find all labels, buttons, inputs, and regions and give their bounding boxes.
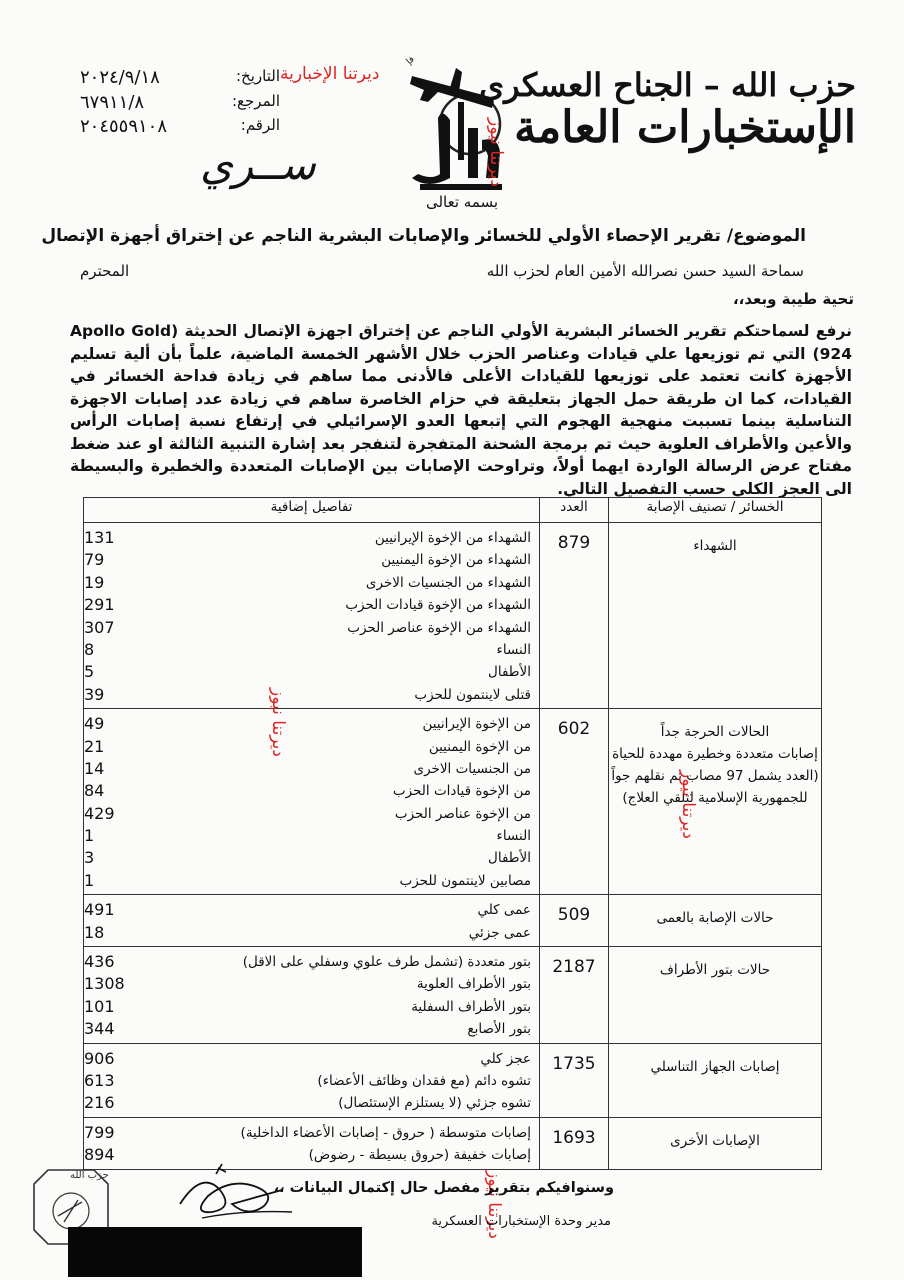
- detail-value: 19: [84, 572, 105, 592]
- row-category-note: إصابات متعددة وخطيرة مهددة للحياة: [612, 746, 818, 763]
- row-category: [609, 1117, 822, 1169]
- watermark-vertical-header: ديرتنا نيوز: [486, 118, 506, 187]
- signer-title: مدير وحدة الإستخبارات العسكرية: [431, 1214, 611, 1229]
- org-name-line1: حزب الله – الجناح العسكري: [479, 66, 856, 104]
- detail-item: [84, 1092, 531, 1114]
- detail-value: 8: [84, 639, 95, 659]
- detail-item: [84, 594, 531, 616]
- detail-value: 5: [84, 662, 95, 682]
- detail-value: 79: [84, 550, 105, 570]
- header-details: تفاصيل إضافية: [84, 498, 540, 523]
- detail-label: إصابات خفيفة (حروق بسيطة - رضوض): [308, 1147, 531, 1164]
- row-details: [84, 523, 540, 709]
- meta-reference: [80, 92, 280, 116]
- honorific: المحترم: [80, 262, 130, 280]
- detail-label: قتلى لاينتمون للحزب: [414, 686, 531, 703]
- detail-value: 613: [84, 1070, 115, 1090]
- detail-label: بتور الأطراف العلوية: [416, 976, 531, 993]
- meta-reference-value: ٦٧٩١١/٨: [80, 92, 145, 113]
- detail-item: [84, 639, 531, 661]
- meta-number-value: ٢٠٤٥٥٩١٠٨: [80, 116, 168, 137]
- detail-label: من الإخوة الإيرانيين: [422, 716, 531, 733]
- row-details: [84, 895, 540, 947]
- row-category: [609, 523, 822, 709]
- detail-value: 799: [84, 1122, 115, 1142]
- detail-item: [84, 1070, 531, 1092]
- detail-value: 1: [84, 826, 95, 846]
- row-count: 1693: [540, 1117, 609, 1169]
- row-category-label: حالات بتور الأطراف: [659, 962, 771, 979]
- detail-label: من الإخوة قيادات الحزب: [392, 783, 531, 800]
- bismillah: بسمه تعالى: [425, 193, 499, 211]
- row-details: [84, 1043, 540, 1117]
- detail-value: 344: [84, 1019, 115, 1039]
- detail-label: الشهداء من الإخوة عناصر الحزب: [347, 619, 531, 636]
- org-name-line2: الإستخبارات العامة: [514, 102, 856, 153]
- row-details: [84, 947, 540, 1044]
- detail-label: من الجنسيات الاخرى: [413, 760, 531, 777]
- detail-item: [84, 899, 531, 921]
- detail-value: 894: [84, 1145, 115, 1165]
- detail-label: عجز كلي: [480, 1050, 531, 1067]
- row-category: [609, 709, 822, 895]
- handwritten-signature: [172, 1160, 302, 1230]
- detail-item: [84, 572, 531, 594]
- detail-value: 1: [84, 870, 95, 890]
- detail-label: الشهداء من الإخوة قيادات الحزب: [345, 597, 531, 614]
- detail-value: 216: [84, 1093, 115, 1113]
- detail-label: تشوه جزئي (لا يستلزم الإستئصال): [338, 1095, 531, 1112]
- detail-label: الأطفال: [488, 850, 531, 867]
- casualty-table: [83, 497, 822, 1170]
- row-count: 1735: [540, 1043, 609, 1117]
- addressee: سماحة السيد حسن نصرالله الأمين العام لحزب الله: [486, 262, 804, 280]
- detail-item: [84, 922, 531, 944]
- logo-name: [430, 110, 434, 111]
- row-count: 2187: [540, 947, 609, 1044]
- detail-value: 39: [84, 684, 105, 704]
- detail-label: الأطفال: [488, 664, 531, 681]
- svg-text:فإن حزب الله هم الغالبون: [398, 28, 417, 67]
- header-category: الخسائر / تصنيف الإصابة: [609, 498, 822, 523]
- meta-number-label: الرقم:: [240, 116, 280, 134]
- row-category: [609, 947, 822, 1044]
- watermark-vertical-footer: ديرتنا نيوز: [484, 1170, 504, 1239]
- detail-value: 14: [84, 758, 105, 778]
- detail-item: [84, 617, 531, 639]
- detail-item: [84, 1048, 531, 1070]
- watermark-top: ديرتنا الإخبارية: [280, 64, 380, 84]
- table-row: [84, 709, 822, 895]
- detail-item: [84, 527, 531, 549]
- detail-label: مصابين لاينتمون للحزب: [399, 872, 531, 889]
- detail-value: 307: [84, 617, 115, 637]
- row-category-label: حالات الإصابة بالعمى: [656, 910, 774, 927]
- redaction-bar: [68, 1227, 362, 1277]
- row-count: 509: [540, 895, 609, 947]
- detail-label: بتور الأصابع: [467, 1021, 531, 1038]
- closing-line: وسنوافيكم بتقرير مفصل حال إكتمال البيانات ،،: [273, 1180, 614, 1196]
- detail-item: [84, 1018, 531, 1040]
- classification-stamp: ســري: [200, 140, 316, 189]
- row-count: 879: [540, 523, 609, 709]
- detail-value: 436: [84, 952, 115, 972]
- detail-value: 18: [84, 922, 105, 942]
- detail-label: تشوه دائم (مع فقدان وظائف الأعضاء): [317, 1072, 531, 1089]
- table-row: [84, 1043, 822, 1117]
- detail-label: بتور الأطراف السفلية: [411, 998, 531, 1015]
- detail-item: [84, 661, 531, 683]
- row-category-label: إصابات الجهاز التناسلي: [650, 1058, 780, 1075]
- table-row: [84, 523, 822, 709]
- table-header-row: [84, 498, 822, 523]
- detail-value: 491: [84, 900, 115, 920]
- row-category: [609, 1043, 822, 1117]
- header-count: العدد: [540, 498, 609, 523]
- seal-text: حزب الله: [70, 1170, 109, 1181]
- detail-item: [84, 713, 531, 735]
- detail-label: الشهداء من الإخوة الإيرانيين: [374, 530, 531, 546]
- detail-label: عمى كلي: [477, 902, 531, 919]
- detail-item: [84, 973, 531, 995]
- detail-value: 131: [84, 528, 115, 547]
- table-row: [84, 895, 822, 947]
- row-count: 602: [540, 709, 609, 895]
- meta-number: [80, 116, 280, 140]
- detail-item: [84, 736, 531, 758]
- watermark-vertical-table-1: ديرتنا نيوز: [268, 688, 288, 757]
- detail-item: [84, 684, 531, 706]
- detail-item: [84, 825, 531, 847]
- table-row: [84, 947, 822, 1044]
- detail-value: 49: [84, 714, 105, 734]
- row-category: [609, 895, 822, 947]
- detail-label: من الإخوة عناصر الحزب: [394, 805, 531, 822]
- detail-label: من الإخوة اليمنيين: [428, 738, 531, 755]
- detail-value: 906: [84, 1048, 115, 1068]
- watermark-vertical-table-2: ديرتنا نيوز: [678, 770, 698, 839]
- detail-item: [84, 780, 531, 802]
- detail-label: الشهداء من الجنسيات الاخرى: [365, 574, 531, 591]
- detail-item: [84, 758, 531, 780]
- detail-item: [84, 951, 531, 973]
- row-category-note: للجمهورية الإسلامية لتلقي العلاج): [622, 790, 808, 807]
- row-category-label: الإصابات الأخرى: [670, 1132, 760, 1149]
- subject-line: الموضوع/ تقرير الإحصاء الأولي للخسائر والإصابات البشرية الناجم عن إختراق أجهزة الإتصال: [41, 226, 806, 246]
- detail-item: [84, 870, 531, 892]
- row-details: [84, 709, 540, 895]
- detail-label: إصابات متوسطة ( حروق - إصابات الأعضاء الداخلية): [240, 1124, 531, 1141]
- meta-date-label: التاريخ:: [236, 67, 280, 85]
- logo-arc-text: فإ: [404, 54, 417, 67]
- detail-label: النساء: [496, 828, 531, 845]
- row-details: [84, 1117, 540, 1169]
- detail-value: 429: [84, 803, 115, 823]
- row-category-label: الحالات الحرجة جداً: [660, 724, 770, 741]
- meta-reference-label: المرجع:: [232, 92, 280, 110]
- detail-value: 291: [84, 595, 115, 615]
- detail-item: [84, 1144, 531, 1166]
- detail-value: 84: [84, 781, 105, 801]
- detail-label: عمى جزئي: [468, 924, 531, 941]
- detail-label: النساء: [496, 641, 531, 658]
- detail-item: [84, 1122, 531, 1144]
- detail-value: 3: [84, 848, 95, 868]
- body-paragraph: نرفع لسماحتكم تقرير الخسائر البشرية الأولي الناجم عن إختراق اجهزة الإتصال الحديثة (Apollo Gold 924) التي تم توزيعها علي قيادات وعناصر الحزب خلال الأشهر الخمسة الماضية، علماً بأن ألية تسليم الأجهزة كانت تعتمد على توزيعها للقيادات الأعلى فالأدنى مما ساهم في زيادة فداحة الخسائر في القيادات، كما ان طريقة حمل الجهاز بتعليقة في حزام الخاصرة ساهم في زيادة عدد إصابات الاجهزة التناسلية بينما تسببت منهجية الهجوم التي إتبعها العدو الإسرائيلي في إرتفاع نسبة إصابات الرأس والأعين والأطراف العلوية حيث تم برمجة الشحنة المتفجرة لتنفجر بعد إشارة التنبية الثالثة او عند ضغط مفتاح عرض الرسالة الواردة ايهما أولاً، وتراوحت الإصابات بين الإصابات المتعددة والخطيرة والبسيطة الى العجز الكلي حسب التفصيل التالي.: [70, 322, 852, 498]
- detail-value: 21: [84, 736, 105, 756]
- detail-label: بتور متعددة (تشمل طرف علوي وسفلي على الاقل): [242, 954, 531, 971]
- detail-value: 101: [84, 996, 115, 1016]
- meta-date-value: ٢٠٢٤/٩/١٨: [80, 67, 160, 88]
- detail-label: الشهداء من الإخوة اليمنيين: [381, 552, 531, 569]
- detail-item: [84, 803, 531, 825]
- detail-value: 1308: [84, 974, 125, 994]
- greeting: تحية طيبة وبعد،،: [732, 290, 854, 308]
- row-category-note: (العدد يشمل 97 مصاب تم نقلهم جواً: [611, 768, 819, 785]
- detail-item: [84, 996, 531, 1018]
- detail-item: [84, 847, 531, 869]
- meta-date: [80, 67, 280, 91]
- row-category-label: الشهداء: [693, 538, 737, 554]
- detail-item: [84, 549, 531, 571]
